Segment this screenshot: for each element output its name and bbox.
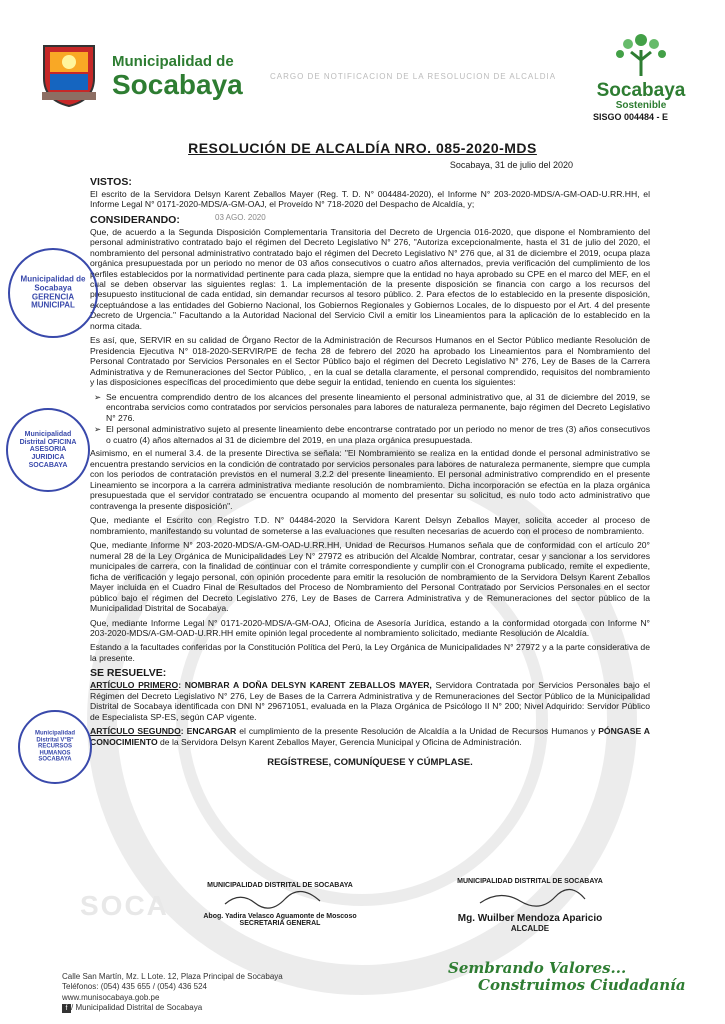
considerando-paragraph: Que, mediante el Escrito con Registro T.D. N° 04484-2020 la Servidora Karent Delsyn Zeballos Mayer, solicita acceder al proceso de nombramiento, manifestando su voluntad de someterse a las evaluaciones que resulten necesarias de acuerdo con el proceso de nombramiento. bbox=[90, 515, 650, 536]
gerencia-seal bbox=[8, 248, 98, 338]
brand-small: Municipalidad de bbox=[112, 53, 234, 70]
articulo-primero-text: Servidora Contratada por Servicios Personales bajo el Régimen del Decreto Legislativo N° 276, Ley de Bases de la Carrera Administrativa y de Remuneraciones del Sector Público de la Municipalidad Distrital de Socabaya identificada con DNI N° 29671051, evaluada en la Plaza Orgánica de Psicólogo II N° 200; Nivel Adquirido: Servidor Público de Especialista SP-ES, según CAP vigente. bbox=[90, 680, 651, 722]
slogan-line1: Sembrando Valores... bbox=[448, 959, 627, 977]
sig-name: Abog. Yadira Velasco Aguamonte de Moscoso bbox=[203, 913, 357, 920]
se-resuelve-heading: SE RESUELVE: bbox=[90, 667, 167, 680]
requirements-list bbox=[90, 392, 650, 445]
footer-web: www.munisocabaya.gob.pe bbox=[62, 992, 160, 1002]
municipality-header bbox=[38, 38, 268, 110]
closing-formula: REGÍSTRESE, COMUNÍQUESE Y CÚMPLASE. bbox=[267, 757, 473, 769]
articulo-segundo-text: el cumplimiento de la presente Resolución de Alcaldía a la Unidad de Recursos Humanos y bbox=[236, 726, 599, 737]
footer-facebook bbox=[62, 1003, 283, 1013]
sig-name: Mg. Wuilber Mendoza Aparicio bbox=[457, 913, 603, 924]
considerando-heading: CONSIDERANDO: bbox=[90, 213, 180, 226]
seal-text: Municipalidad Distrital V°B° RECURSOS HUMANOS SOCABAYA bbox=[34, 730, 75, 763]
slogan bbox=[448, 960, 686, 993]
considerando-paragraph: Es así, que, SERVIR en su calidad de Órgano Rector de la Administración de Recursos Humanos en el Sector Público mediante Resolución de Presidencia Ejecutiva N° 018-2020-SERVIR/PE de fecha 28 de febrero del 2020 ha aprobado los Lineamientos para el Nombramiento del Personal Contratado por Servicios Personales en el Sector Público bajo el régimen del Decreto Legislativo N° 276, Ley de Bases de la Carrera Administrativa y de Remuneraciones del Sector Público, , en la cual se detalla claramente, el personal comprendido, requisitos del nombramiento y las disposiciones específicas del procedimiento que debe seguir la entidad, teniendo en cuenta los siguientes: bbox=[90, 335, 650, 388]
vb-seal bbox=[18, 710, 92, 784]
brand-large: Socabaya bbox=[112, 69, 243, 100]
signature-scribble-icon bbox=[220, 889, 340, 911]
articulo-segundo-text2: de la Servidora Delsyn Karent Zeballos Mayer, Gerencia Municipal y Oficina de Administración. bbox=[157, 736, 522, 747]
list-item: ➢ El personal administrativo sujeto al presente lineamiento debe encontrarse contratado por un periodo no menor de tres (3) años consecutivos o cuatro (4) años alternados al 31 de diciembre del 2019, en una plaza orgánica presupuestada. bbox=[106, 424, 650, 445]
articulo-segundo bbox=[90, 726, 650, 747]
date-line: Socabaya, 31 de julio del 2020 bbox=[449, 160, 573, 170]
considerando-paragraph: Que, mediante Informe N° 203-2020-MDS/A-GM-OAD-U.RR.HH, Unidad de Recursos Humanos señala que de conformidad con el artículo 20° numeral 28 de la Ley Orgánica de Municipalidades Ley N° 27972 es atribución del Alcalde Nombrar, contratar, cesar y sancionar a los servidores municipales de carrera, con la finalidad de continuar con el trámite correspondiente y cumplir con el Cronograma publicado, remite el expediente, ficha de verificación y legajo personal, con opinión procedente para emitir la resolución de nombramiento de la Servidora Delsyn Karent Zeballos Mayer incluida en el Cuadro Final de Resultados del Proceso de Nombramiento del Personal Contratado por Servicios Personales en el sector público bajo el régimen del Decreto Legislativo 276, Ley de Bases de Carrera Administrativa y de Remuneraciones del sector público de la Municipalidad Distrital de Socabaya. bbox=[90, 540, 650, 614]
vistos-heading: VISTOS: bbox=[90, 176, 132, 188]
resolution-title: RESOLUCIÓN DE ALCALDÍA NRO. 085-2020-MDS bbox=[188, 140, 537, 156]
sig-role: ALCALDE bbox=[510, 924, 550, 933]
tree-icon bbox=[586, 30, 696, 82]
footer-contact bbox=[62, 972, 283, 1014]
sig-role: SECRETARIA GENERAL bbox=[239, 920, 321, 927]
seal-text: Municipalidad de Socabaya GERENCIA MUNICIPAL bbox=[20, 274, 86, 310]
articulo-primero-label: ARTÍCULO PRIMERO bbox=[90, 680, 179, 691]
right-brand: Socabaya bbox=[596, 80, 686, 101]
list-item: ➢ Se encuentra comprendido dentro de los alcances del presente lineamiento el personal administrativo que, al 31 de diciembre del 2019, se encontraba servicios como contratados por servicios personales para labores de naturaleza permanente, bajo régimen del Decreto Legislativo N° 276. bbox=[106, 392, 650, 423]
faded-heading: CARGO DE NOTIFICACION DE LA RESOLUCION DE ALCALDIA bbox=[270, 72, 557, 81]
mayor-signature bbox=[430, 878, 630, 933]
watermark-text: SOCA bbox=[80, 890, 169, 921]
sisgo-code: SISGO 004484 - E bbox=[593, 112, 669, 122]
sostenible-logo bbox=[586, 30, 696, 125]
secretary-signature bbox=[190, 882, 370, 927]
slogan-line2: Construimos Ciudadanía bbox=[478, 975, 686, 994]
considerando-paragraph: Asimismo, en el numeral 3.4. de la presente Directiva se señala: "El Nombramiento se realiza en la entidad donde el personal administrativo se encuentra prestando servicios en la condición de contratado por servicios personales para labores de naturaleza permanente, siempre que cumpla con los periodos de contratación previstos en el numeral 3.2.2 del presente lineamiento. El personal administrativo comprendido en el presente Lineamiento se incorpora a la carrera administrativa mediante resolución de nombramiento. Dicha incorporación se efectúa en la plaza orgánica presupuestada que el servidor contratado se encuentra ocupando al momento del presentar su solicitud, es nulo todo acto administrativo que contravenga la presente disposición". bbox=[90, 448, 650, 511]
sig-stamp: MUNICIPALIDAD DISTRITAL DE SOCABAYA bbox=[207, 882, 353, 889]
coat-of-arms-icon bbox=[38, 38, 100, 108]
facebook-label: / Municipalidad Distrital de Socabaya bbox=[71, 1003, 203, 1013]
articulo-segundo-bold: : ENCARGAR bbox=[180, 726, 237, 737]
considerando-paragraph: Que, de acuerdo a la Segunda Disposición Complementaria Transitoria del Decreto de Urgencia 016-2020, que dispone el Nombramiento del personal administrativo contratado bajo el régimen del Decreto Legislativo N° 276, "Autoriza excepcionalmente, hasta el 31 de julio del 2020, el nombramiento del personal administrativo contratado bajo el régimen del Decreto Legislativo N° 276 que, al 31 de diciembre el 2019, ocupa plaza orgánica presupuestada por un periodo no menor de 03 años consecutivos o cuatro años alternados, previa verificación del cumplimiento de los perfiles establecidos por la normatividad pertinente para cada plaza, siempre que la entidad no haya aprobado su CPE en el marco del MEF, en el cual se deben observar las siguientes reglas: 1. La implementación de la presente disposición se financia con cargo a los recursos del presupuesto institucional de cada entidad, sin demandar recursos al tesoro público. 2. Para efectos de lo establecido en la presente disposición, exceptuándose a las entidades del Gobierno Nacional, los Gobiernos Regionales y Gobiernos Locales, de lo dispuesto por el Art. 4 del presente Decreto de Urgencia." Facultando a la Autoridad Nacional del Servicio Civil a emitir los Lineamientos para la aplicación de lo establecido en la norma citada. bbox=[90, 226, 650, 331]
received-date-stamp: 03 AGO. 2020 bbox=[215, 213, 266, 222]
articulo-primero bbox=[90, 680, 650, 722]
considerando-paragraph: Estando a la facultades conferidas por la Constitución Política del Perú, la Ley Orgánica de Municipalidades N° 27972 y a la parte considerativa de la presente. bbox=[90, 642, 650, 663]
articulo-segundo-label: ARTÍCULO SEGUNDO bbox=[90, 726, 181, 737]
sig-stamp: MUNICIPALIDAD DISTRITAL DE SOCABAYA bbox=[457, 878, 603, 885]
articulo-segundo-bold2: PÓNGASE A CONOCIMIENTO bbox=[90, 726, 651, 747]
articulo-primero-bold: : NOMBRAR A DOÑA DELSYN KARENT ZEBALLOS MAYER, bbox=[178, 680, 432, 691]
footer-address: Calle San Martín, Mz. L Lote. 12, Plaza Principal de Socabaya bbox=[62, 972, 283, 981]
document-body bbox=[90, 172, 650, 769]
facebook-icon: f bbox=[62, 1004, 71, 1013]
signature-scribble-icon bbox=[470, 885, 590, 911]
considerando-paragraph: Que, mediante Informe Legal N° 0171-2020-MDS/A-GM-OAJ, Oficina de Asesoría Jurídica, estando a la conformidad otorgada con Informe N° 203-2020-MDS/A-GM-OAD-U.RR.HH emite opinión legal procedente al nombramiento solicitado, mediante Resolución de Alcaldía. bbox=[90, 617, 650, 638]
vistos-text: El escrito de la Servidora Delsyn Karent Zeballos Mayer (Reg. T. D. N° 004484-2020), el Informe N° 203-2020-MDS/A-GM-OAD-U.RR.HH, el Informe Legal N° 0171-2020-MDS/A-GM-OAJ, el Proveído N° 718-2020 del Despacho de Alcaldía, y; bbox=[90, 188, 650, 210]
footer-phones: Teléfonos: (054) 435 655 / (054) 436 524 bbox=[62, 982, 207, 992]
right-brand-sub: Sostenible bbox=[615, 100, 667, 111]
seal-text: Municipalidad Distrital OFICINA ASESORIA JURIDICA SOCABAYA bbox=[19, 430, 77, 469]
asesoria-seal bbox=[6, 408, 90, 492]
